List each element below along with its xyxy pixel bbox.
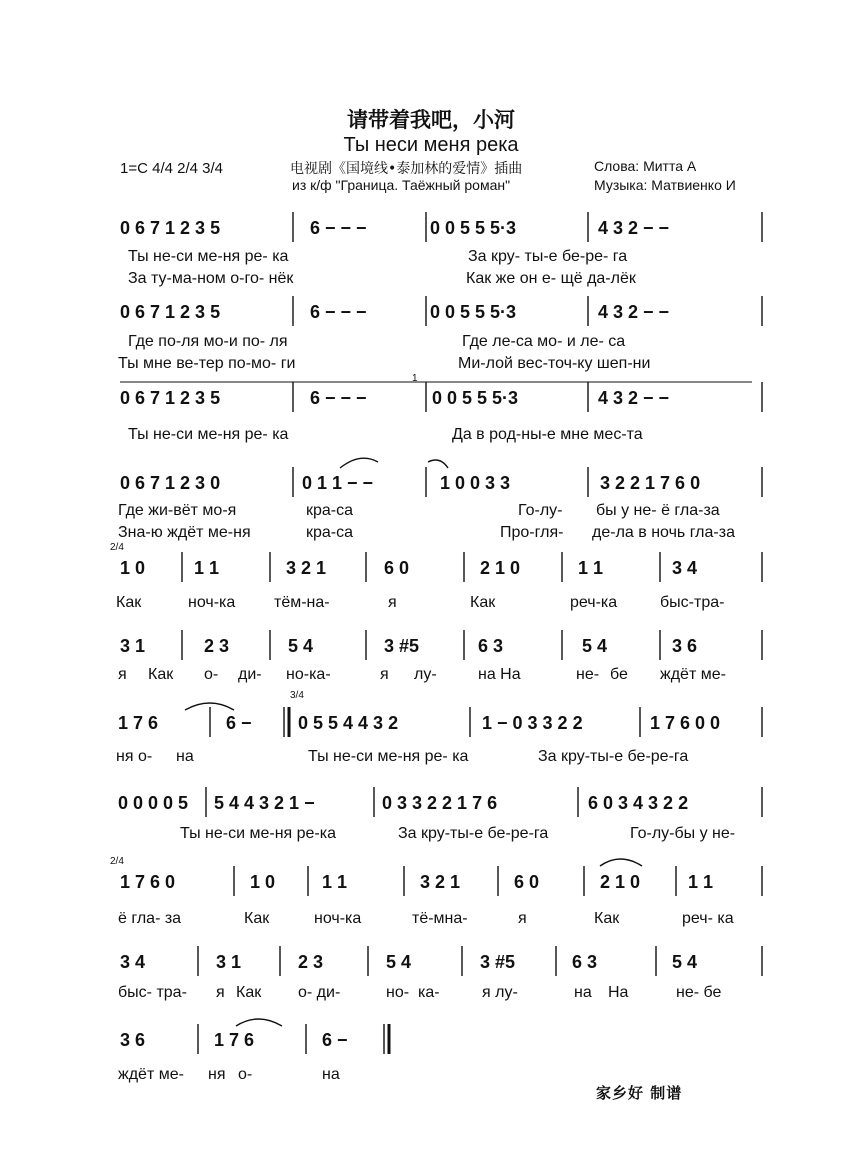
row6-measure7: 3 6 [672, 636, 698, 656]
row8-measure1: 0 0 0 0 5 [118, 793, 189, 813]
row1-lyric4: Как же он е- щё да-лёк [466, 270, 636, 287]
row2-measure2: 6 − − − [310, 302, 367, 322]
row2-lyric4: Ми-лой вес-точ-ку шеп-ни [458, 355, 651, 372]
tie [236, 1019, 282, 1026]
row6-lyric7: лу- [414, 666, 437, 683]
row6-lyric9: не- [576, 666, 600, 683]
row10-measure7: 5 4 [672, 952, 698, 972]
row10-measure2: 3 1 [216, 952, 242, 972]
subtitle-chinese: 电视剧《国境线•泰加林的爱情》插曲 [290, 161, 523, 177]
row11-lyric1: ждёт ме- [118, 1066, 184, 1083]
row10-measure6: 6 3 [572, 952, 598, 972]
arranger-footer: 家乡好 制谱 [596, 1084, 683, 1102]
row6-lyric6: я [380, 666, 389, 683]
row3-lyric2: Да в род-ны-е мне мес-та [452, 426, 643, 443]
row4-lyric8: де-ла в ночь гла-за [592, 524, 735, 541]
row5-measure2: 1 1 [194, 558, 220, 578]
row3-measure1: 0 6 7 1 2 3 5 [120, 388, 221, 408]
row8-measure3: 0 3 3 2 2 1 7 6 [382, 793, 498, 813]
row6-lyric4: ди- [238, 666, 262, 683]
row7-measure2: 6 − [226, 713, 252, 733]
key-signature: 1=C 4/4 2/4 3/4 [120, 160, 223, 177]
row5-lyric1: Как [116, 594, 142, 611]
time-signature-2-4: 2/4 [110, 542, 124, 553]
row1-lyric2: За кру- ты-е бе-ре- га [468, 248, 628, 265]
row9-lyric2: Как [244, 910, 270, 927]
row4-measure2: 0 1 1 − − [302, 473, 374, 493]
row11-measure1: 3 6 [120, 1030, 146, 1050]
row10-lyric10: не- бе [676, 984, 722, 1001]
row6-measure2: 2 3 [204, 636, 230, 656]
row4-lyric2: кра-са [306, 502, 354, 519]
time-signature-3-4: 3/4 [290, 690, 304, 701]
row10-lyric9: На [608, 984, 629, 1001]
row7-measure4: 1 − 0 3 3 2 2 [482, 713, 583, 733]
tie [428, 460, 448, 468]
row5-lyric5: Как [470, 594, 496, 611]
row1-measure3: 0 0 5 5 5·3 [430, 218, 517, 238]
row6-lyric8: на На [478, 666, 521, 683]
row3-measure4: 4 3 2 − − [598, 388, 670, 408]
row5-measure6: 1 1 [578, 558, 604, 578]
row3-measure3: 0 0 5 5 5·3 [432, 388, 519, 408]
row2-lyric3: Ты мне ве-тер по-мо- ги [118, 355, 296, 372]
row6-lyric3: о- [204, 666, 219, 683]
row2-lyric2: Где ле-са мо- и ле- са [462, 333, 626, 350]
row9-measure5: 6 0 [514, 872, 540, 892]
time-signature-2-4-b: 2/4 [110, 856, 124, 867]
row9-measure1: 1 7 6 0 [120, 872, 176, 892]
row7-measure3: 0 5 5 4 4 3 2 [298, 713, 399, 733]
row10-lyric1: быс- тра- [118, 984, 187, 1001]
row6-measure5: 6 3 [478, 636, 504, 656]
row9-measure4: 3 2 1 [420, 872, 461, 892]
row4-lyric1: Где жи-вёт мо-я [118, 502, 237, 519]
row3-measure2: 6 − − − [310, 388, 367, 408]
row3-lyric1: Ты не-си ме-ня ре- ка [128, 426, 289, 443]
row10-measure1: 3 4 [120, 952, 146, 972]
lyricist-credit: Слова: Митта А [594, 158, 697, 174]
row5-lyric3: тём-на- [274, 594, 330, 611]
row9-measure7: 1 1 [688, 872, 714, 892]
row2-measure4: 4 3 2 − − [598, 302, 670, 322]
row4-lyric6: кра-са [306, 524, 354, 541]
row2-lyric1: Где по-ля мо-и по- ля [128, 333, 288, 350]
row7-lyric3: Ты не-си ме-ня ре- ка [308, 748, 469, 765]
row9-lyric4: тё-мна- [412, 910, 468, 927]
row10-lyric6: ка- [418, 984, 440, 1001]
row9-measure6: 2 1 0 [600, 872, 641, 892]
row6-measure1: 3 1 [120, 636, 146, 656]
row11-measure2: 1 7 6 [214, 1030, 255, 1050]
row8-lyric1: Ты не-си ме-ня ре-ка [180, 825, 337, 842]
row6-lyric2: Как [148, 666, 174, 683]
row6-lyric11: ждёт ме- [660, 666, 726, 683]
row4-lyric4: бы у не- ё гла-за [596, 502, 720, 519]
row5-measure5: 2 1 0 [480, 558, 521, 578]
row8-lyric3: Го-лу-бы у не- [630, 825, 736, 842]
row5-measure4: 6 0 [384, 558, 410, 578]
row6-lyric1: я [118, 666, 127, 683]
row7-lyric2: на [176, 748, 194, 765]
row7-lyric1: ня о- [116, 748, 153, 765]
row11-lyric3: о- [238, 1066, 253, 1083]
row4-lyric3: Го-лу- [518, 502, 563, 519]
row9-measure3: 1 1 [322, 872, 348, 892]
row9-lyric5: я [518, 910, 527, 927]
volta-marker: 1 [412, 373, 418, 384]
row7-measure5: 1 7 6 0 0 [650, 713, 721, 733]
tie [600, 859, 642, 866]
row4-measure1: 0 6 7 1 2 3 0 [120, 473, 221, 493]
row4-measure3: 1 0 0 3 3 [440, 473, 511, 493]
row8-measure4: 6 0 3 4 3 2 2 [588, 793, 689, 813]
row4-lyric7: Про-гля- [500, 524, 564, 541]
row11-measure3: 6 − [322, 1030, 348, 1050]
row1-measure1: 0 6 7 1 2 3 5 [120, 218, 221, 238]
row9-lyric6: Как [594, 910, 620, 927]
row1-measure2: 6 − − − [310, 218, 367, 238]
row10-measure4: 5 4 [386, 952, 412, 972]
row6-lyric5: но-ка- [286, 666, 331, 683]
row5-measure3: 3 2 1 [286, 558, 327, 578]
row7-lyric4: За кру-ты-е бе-ре-га [538, 748, 689, 765]
row9-lyric7: реч- ка [682, 910, 734, 927]
row2-measure3: 0 0 5 5 5·3 [430, 302, 517, 322]
row1-lyric3: За ту-ма-ном о-го- нёк [128, 270, 294, 287]
song-title-russian: Ты неси меня река [343, 134, 519, 156]
row10-lyric3: Как [236, 984, 262, 1001]
row10-lyric2: я [216, 984, 225, 1001]
row4-lyric5: Зна-ю ждёт ме-ня [118, 524, 251, 541]
row1-measure4: 4 3 2 − − [598, 218, 670, 238]
row6-measure6: 5 4 [582, 636, 608, 656]
row11-lyric4: на [322, 1066, 340, 1083]
row10-measure5: 3 #5 [480, 952, 516, 972]
row5-lyric6: реч-ка [570, 594, 618, 611]
row5-lyric4: я [388, 594, 397, 611]
row8-lyric2: За кру-ты-е бе-ре-га [398, 825, 549, 842]
row5-lyric2: ноч-ка [188, 594, 236, 611]
row10-lyric5: но- [386, 984, 410, 1001]
row4-measure4: 3 2 2 1 7 6 0 [600, 473, 701, 493]
row5-measure1: 1 0 [120, 558, 146, 578]
row10-lyric7: я лу- [482, 984, 518, 1001]
row8-measure2: 5 4 4 3 2 1 − [214, 793, 315, 813]
composer-credit: Музыка: Матвиенко И [594, 177, 736, 193]
row6-lyric10: бе [610, 666, 628, 683]
row5-measure7: 3 4 [672, 558, 698, 578]
row1-lyric1: Ты не-си ме-ня ре- ка [128, 248, 289, 265]
row10-lyric8: на [574, 984, 592, 1001]
row7-measure1: 1 7 6 [118, 713, 159, 733]
row11-lyric2: ня [208, 1066, 226, 1083]
row9-lyric3: ноч-ка [314, 910, 362, 927]
row2-measure1: 0 6 7 1 2 3 5 [120, 302, 221, 322]
song-title-chinese: 请带着我吧，小河 [347, 107, 515, 132]
row9-measure2: 1 0 [250, 872, 276, 892]
subtitle-russian: из к/ф "Граница. Таёжный роман" [292, 177, 511, 193]
tie [340, 458, 378, 468]
row6-measure3: 5 4 [288, 636, 314, 656]
row5-lyric7: быс-тра- [660, 594, 725, 611]
row10-lyric4: о- ди- [298, 984, 341, 1001]
row10-measure3: 2 3 [298, 952, 324, 972]
row9-lyric1: ё гла- за [118, 910, 182, 927]
row6-measure4: 3 #5 [384, 636, 420, 656]
